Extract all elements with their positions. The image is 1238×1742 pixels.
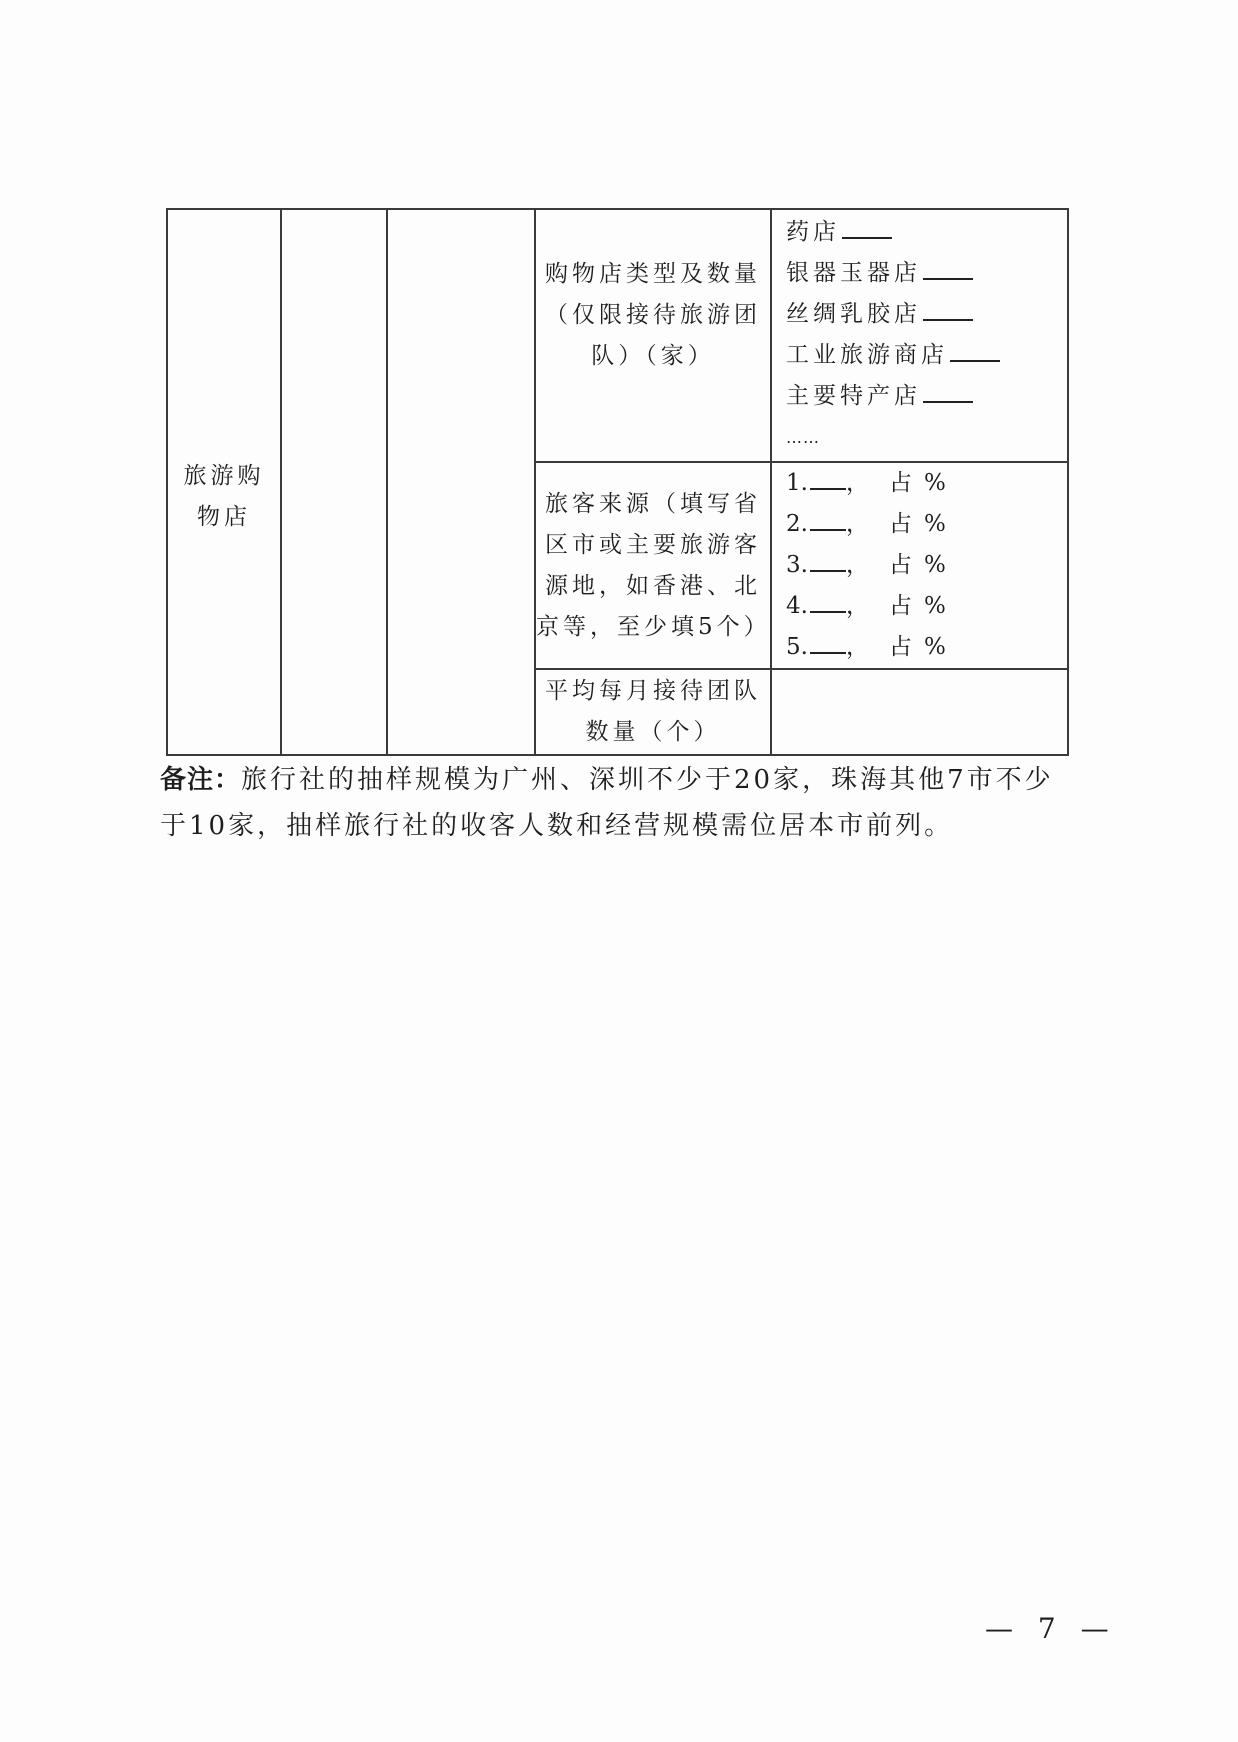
footnote-label: 备注： — [160, 765, 242, 795]
blank-cell-1[interactable] — [281, 209, 387, 755]
shop-item-industrial-tourism[interactable]: 工业旅游商店 — [786, 335, 1067, 376]
footnote-text: 旅行社的抽样规模为广州、深圳不少于20家，珠海其他7市不少于10家，抽样旅行社的收客人数和经营规模需位居本市前列。 — [160, 765, 1054, 841]
monthly-groups-value-cell[interactable] — [771, 669, 1068, 755]
page-number: — 7 — — [985, 1612, 1117, 1645]
source-entry-2[interactable]: 2. ， 占 % — [786, 511, 948, 537]
table-row-shop-types — [167, 209, 1068, 462]
label-line: 旅客来源（填写省 — [545, 490, 761, 517]
fill-blank[interactable] — [810, 566, 846, 572]
shop-item-pharmacy[interactable]: 药店 — [786, 212, 1067, 253]
visitor-sources-value-cell — [771, 462, 1068, 669]
fill-blank[interactable] — [923, 315, 973, 321]
shop-item-silver-jade[interactable]: 银器玉器店 — [786, 253, 1067, 294]
label-line: 平均每月接待团队 — [545, 678, 761, 704]
shop-item-local-specialty[interactable]: 主要特产店 — [786, 376, 1067, 417]
label-line: 区市或主要旅游客 — [545, 531, 761, 558]
category-line-1: 旅游购 — [183, 463, 265, 489]
fill-blank[interactable] — [950, 356, 1000, 362]
blank-cell-2[interactable] — [387, 209, 535, 755]
label-line: 队）（家） — [591, 343, 715, 369]
label-line: （仅限接待旅游团 — [545, 302, 761, 328]
fill-blank[interactable] — [810, 648, 846, 654]
source-entry-3[interactable]: 3. ， 占 % — [786, 552, 948, 578]
label-line: 源地，如香港、北 — [545, 572, 761, 599]
ellipsis: …… — [786, 428, 820, 447]
source-entry-1[interactable]: 1. ， 占 % — [786, 470, 948, 496]
source-entry-5[interactable]: 5. ， 占 % — [786, 634, 948, 660]
category-line-2: 物店 — [197, 504, 251, 530]
label-line: 购物店类型及数量 — [545, 261, 761, 287]
shop-types-label-cell — [535, 209, 771, 462]
fill-blank[interactable] — [810, 525, 846, 531]
shop-types-value-cell — [771, 209, 1068, 462]
fill-blank[interactable] — [923, 274, 973, 280]
source-entry-4[interactable]: 4. ， 占 % — [786, 593, 948, 619]
shop-item-silk-latex[interactable]: 丝绸乳胶店 — [786, 294, 1067, 335]
label-line: 京等，至少填5个） — [536, 613, 771, 640]
label-line: 数量（个） — [585, 719, 721, 745]
fill-blank[interactable] — [810, 607, 846, 613]
category-cell — [167, 209, 281, 755]
survey-table — [166, 208, 1069, 756]
fill-blank[interactable] — [842, 233, 892, 239]
footnote — [160, 757, 1080, 849]
fill-blank[interactable] — [810, 484, 846, 490]
monthly-groups-label-cell — [535, 669, 771, 755]
visitor-sources-label-cell — [535, 462, 771, 669]
fill-blank[interactable] — [923, 397, 973, 403]
